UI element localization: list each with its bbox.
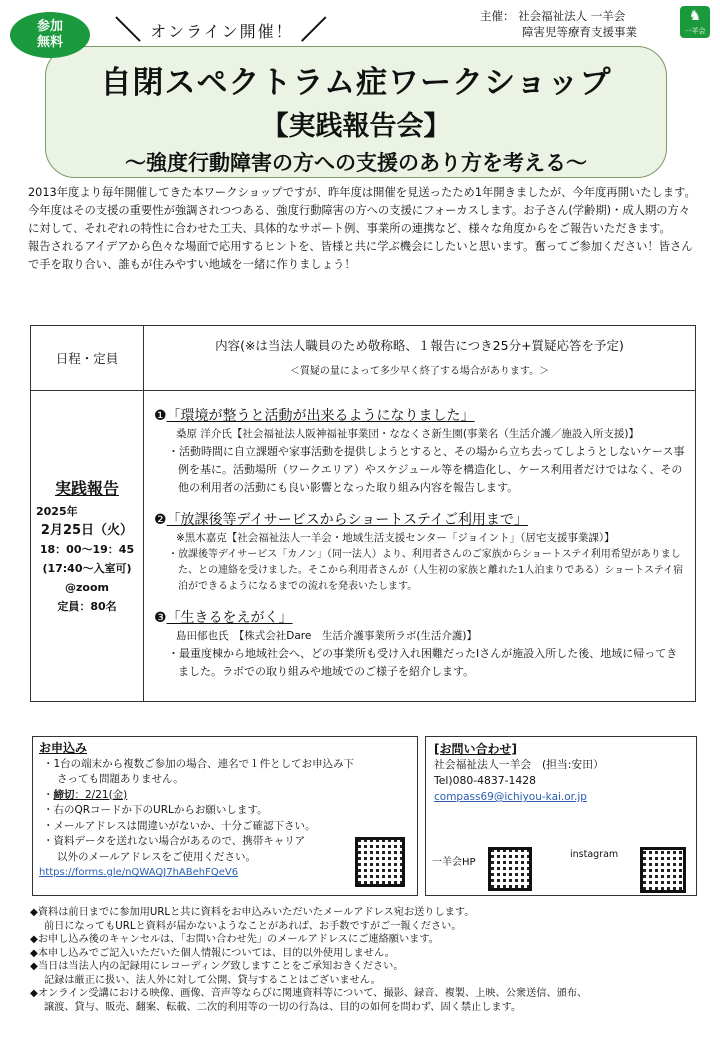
contact-tel: Tel)080-4837-1428: [434, 774, 536, 787]
application-qr-code[interactable]: [355, 837, 405, 887]
report-body: ・最重度棟から地域社会へ、どの事業所も受け入れ困難だったIさんが施設入所した後、地域に帰ってきました。ラボでの取り組みや地域でのご様子を紹介します。: [168, 647, 678, 678]
free-badge-line1: 参加: [36, 19, 63, 34]
slash-right: ／: [300, 16, 329, 46]
online-text: オンライン開催！: [150, 22, 294, 41]
report-body: ・放課後等デイサービス「カノン」（同一法人）より、利用者さんのご家族からショートステイ利用希望がありました、との連絡を受けました。そこから利用者さんが（人生初の家族と離れた1人泊まりである）ショートステイ宿泊ができるようになるまでの流れを発表いたします。: [168, 549, 684, 592]
application-url-link[interactable]: https://forms.gle/nQWAQJ7hABehFQeV6: [39, 867, 239, 878]
intro-paragraph: 2013年度より毎年開催してきた本ワークショップですが、昨年度は開催を見送ったため1年開きましたが、今年度再開いたします。: [28, 186, 696, 199]
apply-line: さっても問題ありません。: [57, 773, 184, 785]
report-speaker: 島田郁也氏 【株式会社Dare 生活介護事業所ラボ(生活介護)】: [176, 630, 478, 642]
intro-paragraph: 今年度はその支援の重要性が強調されつつある、強度行動障害の方への支援にフォーカスします。お子さん(学齢期)・成人期の方々に対して、それぞれの特性に合わせた工夫、具体的なサポート例、事業所の連携など、様々な角度からをご報告いただきます。: [28, 204, 691, 235]
note-line: 記録は厳正に扱い、法人外に対して公開、貸与することはございません。: [44, 974, 381, 986]
page-title: 自閉スペクトラム症ワークショップ: [100, 65, 612, 101]
application-box: [32, 736, 418, 896]
schedule-head-title: 内容(※は当法人職員のため敬称略、１報告につき25分+質疑応答を予定): [215, 338, 624, 353]
intro-paragraph: 報告されるアイデアから色々な場面で応用するヒントを、皆様と共に学ぶ機会にしたいと思います。奮ってご参加ください！皆さんで手を取り合い、誰もが住みやすい地域を一緒に作りましょう！: [28, 240, 693, 271]
schedule-head-note: ＜質疑の量によって多少早く終了する場合があります。＞: [289, 366, 550, 377]
report-number: ❸: [154, 610, 167, 626]
organizer-logo: [680, 6, 710, 38]
deadline-value: ：2/21(金): [74, 788, 128, 801]
notes-section: [30, 906, 700, 1014]
report-item: [154, 511, 687, 595]
online-banner: [115, 10, 329, 47]
report-item: [154, 609, 687, 681]
free-badge: [10, 12, 90, 58]
note-line: ◆当日は当法人内の記録用にレコーディング致しますことをご承知おきください。: [30, 961, 404, 972]
apply-line: 以外のメールアドレスをご使用ください。: [57, 850, 256, 863]
sheep-icon: ♞: [688, 8, 702, 24]
apply-line: ・資料データを送れない場合があるので、携帯キャリア: [43, 835, 306, 847]
title-banner: [45, 46, 667, 178]
event-capacity: 定員：80名: [57, 600, 117, 613]
note-line: 前日になってもURLと資料が届かないようなことがあれば、お手数ですがご一報ください。: [44, 920, 462, 932]
organizer-dept: 障害児等療育支援事業: [522, 25, 637, 39]
schedule-date-cell: [31, 391, 144, 702]
page-theme: ～強度行動障害の方への支援のあり方を考える～: [125, 151, 587, 175]
schedule-table: [30, 325, 696, 702]
note-line: ◆本申し込みでご記入いただいた個人情報については、目的以外使用しません。: [30, 947, 395, 959]
organizer-name: 社会福祉法人 一羊会: [518, 9, 626, 23]
contact-email-link[interactable]: compass69@ichiyou-kai.or.jp: [434, 791, 587, 803]
report-number: ❶: [154, 408, 167, 424]
event-label: 実践報告: [54, 479, 119, 498]
page-subtitle: 【実践報告会】: [261, 111, 451, 142]
apply-line: ・右のQRコードか下のURLからお願いします。: [43, 804, 268, 816]
schedule-header-row: [31, 326, 696, 391]
deadline-label: 締切: [53, 788, 75, 801]
report-item: [154, 407, 687, 497]
event-time: 18：00～19：45: [39, 543, 135, 556]
free-badge-line2: 無料: [36, 35, 63, 50]
report-speaker: ※黒木嘉克【社会福祉法人一羊会・地域生活支援センター「ジョイント」（居宅支援事業課）】: [176, 532, 615, 544]
event-year: 2025年: [36, 505, 78, 518]
note-line: ◆お申し込み後のキャンセルは、「お問い合わせ先」のメールアドレスにご連絡願います。: [30, 934, 439, 945]
apply-line: ・1台の端末から複数ご参加の場合、連名で１件としてお申込み下: [43, 757, 355, 770]
note-line: 譲渡、貸与、販売、翻案、転載、二次的利用等の一切の行為は、目的の如何を問わず、固く禁止します。: [44, 1001, 522, 1013]
report-title: 「放課後等デイサービスからショートステイご利用まで」: [166, 512, 528, 528]
organizer: [480, 8, 637, 40]
instagram-label: instagram: [570, 849, 619, 860]
schedule-content-cell: [144, 391, 696, 702]
report-title: 「生きるをえがく」: [166, 610, 293, 626]
schedule-head-left: 日程・定員: [31, 326, 144, 391]
homepage-qr-code[interactable]: [488, 847, 532, 891]
report-body: ・活動時間に自立課題や家事活動を提供しようとすると、その場から立ち去ってしようとしないケース事例を基に。活動場所（ワークエリア）やスケジュール等を構造化し、ケース利用者だけではなく、その他の利用者の活動にも良い影響となった取り組み内容を報告します。: [168, 445, 685, 494]
instagram-qr-code[interactable]: [640, 847, 686, 893]
apply-heading: お申込み: [39, 741, 88, 755]
contact-heading: [お問い合わせ]: [434, 742, 517, 756]
report-speaker: 桑原 洋介氏【社会福祉法人阪神福祉事業団・ななくさ新生園(事業名（生活介護／施設入所支援)】: [176, 428, 640, 440]
note-line: ◆オンライン受講における映像、画像、音声等ならびに関連資料等について、撮影、録音、複製、上映、公衆送信、頒布、: [30, 988, 588, 999]
event-entry: (17:40～入室可): [42, 562, 132, 575]
logo-text: 一羊会: [684, 27, 706, 35]
schedule-body-row: [31, 391, 696, 702]
slash-left: ＼: [115, 16, 144, 46]
event-date: 2月25日（火）: [40, 523, 134, 538]
contact-box: [425, 736, 697, 896]
contact-org: 社会福祉法人一羊会 (担当:安田）: [434, 758, 604, 771]
homepage-label: 一羊会HP: [432, 857, 476, 868]
note-line: ◆資料は前日までに参加用URLと共に資料をお申込みいただいたメールアドレス宛お送りします。: [30, 907, 475, 918]
event-venue: @zoom: [65, 581, 109, 594]
report-number: ❷: [154, 512, 167, 528]
intro-text: [28, 184, 696, 274]
apply-line: ・メールアドレスは間違いがないか、十分ご確認下さい。: [43, 819, 316, 832]
schedule-head-right: [144, 326, 696, 391]
report-title: 「環境が整うと活動が出来るようになりました」: [166, 408, 475, 424]
organizer-label: 主催：: [480, 9, 515, 23]
apply-deadline: ・締切：2/21(金): [43, 788, 128, 801]
